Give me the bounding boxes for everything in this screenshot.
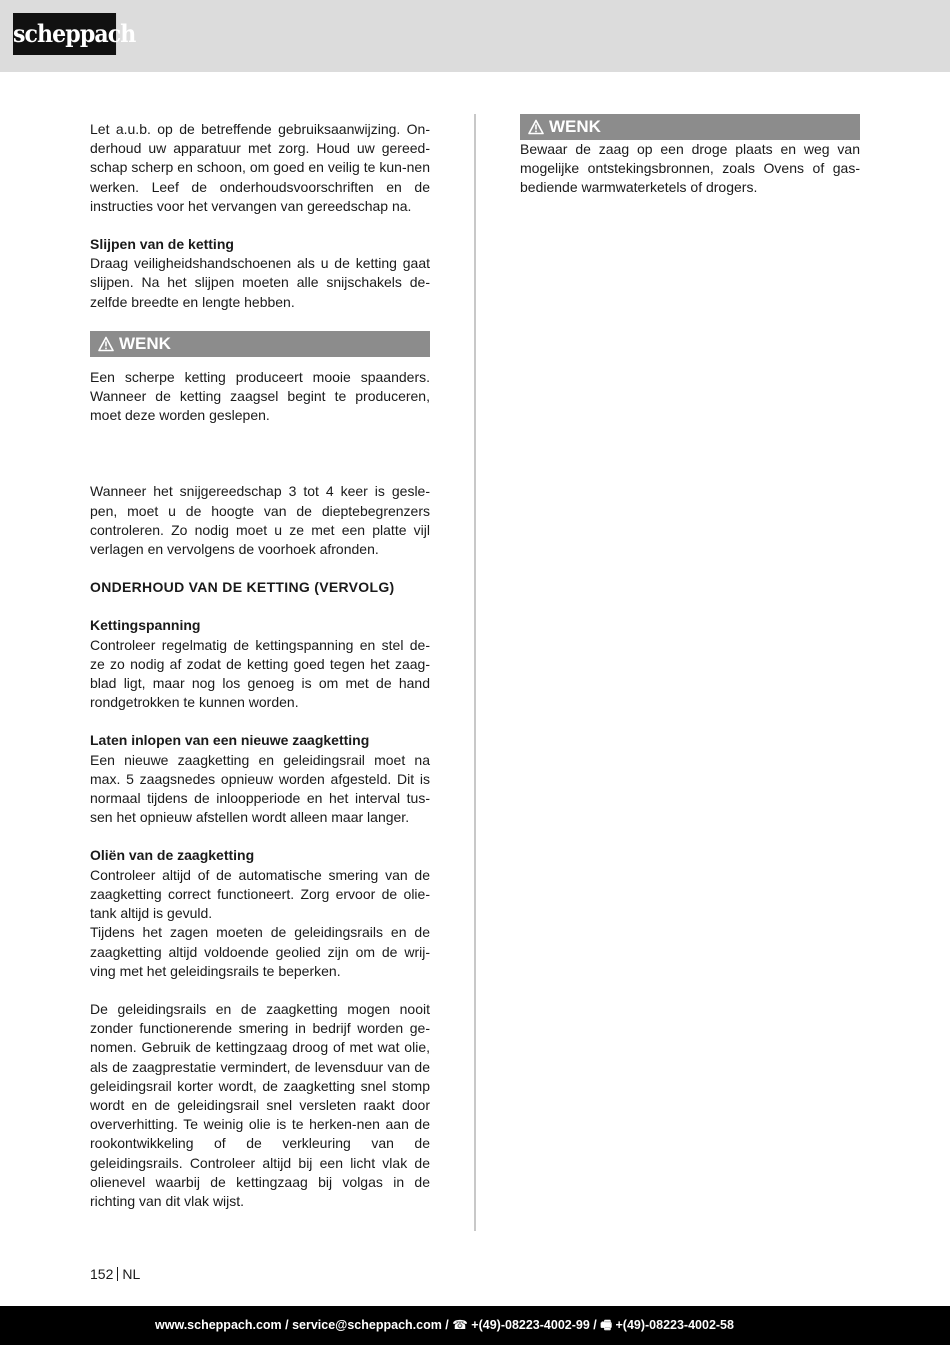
footer-contact: www.scheppach.com / service@scheppach.com / ☎ +(49)-08223-4002-99 / 🖷 +(49)-08223-4002-58 xyxy=(155,1318,734,1332)
slijpen-section xyxy=(90,235,430,312)
warning-icon xyxy=(528,119,544,135)
page-footer xyxy=(0,1306,950,1345)
page-language: NL xyxy=(122,1266,141,1282)
page-header xyxy=(0,0,950,72)
section-title: ONDERHOUD VAN DE KETTING (VERVOLG) xyxy=(90,579,395,596)
inlopen-heading: Laten inlopen van een nieuwe zaagketting xyxy=(90,732,370,749)
wenk-label-2: WENK xyxy=(549,117,601,136)
wenk-text-2: Bewaar de zaag op een droge plaats en weg van mogelijke ontstekingsbronnen, zoals Ovens of gas-bediende warmwaterketels of drogers. xyxy=(520,141,860,196)
olien-heading: Oliën van de zaagketting xyxy=(90,847,255,864)
snijgereedschap-paragraph: Wanneer het snijgereedschap 3 tot 4 keer is gesle-pen, moet u de hoogte van de dieptebegrenzers controleren. Zo nodig moet u ze met een platte vijl verlagen en vervolgens de voorhoek afronden. xyxy=(90,483,430,558)
olien-text-1: Controleer altijd of de automatische smering van de zaagketting correct functioneert. Zorg ervoor de olie-tank altijd is gevuld. xyxy=(90,866,430,922)
inlopen-text: Een nieuwe zaagketting en geleidingsrail moet na max. 5 zaagsnedes opnieuw worden afgesteld. Dit is normaal tijdens de inloopperiode en het interval tus-sen het opnieuw afstellen wordt alleen maar langer. xyxy=(90,751,430,826)
intro-paragraph: Let a.u.b. op de betreffende gebruiksaanwijzing. On-derhoud uw apparatuur met zorg. Houd uw gereed-schap scherp en schoon, om goed en veilig te kun-nen werken. Leef de onderhoudsvoorschriften en de instructies voor het vervangen van gereedschap na. xyxy=(90,121,430,214)
olien-section xyxy=(90,846,430,980)
olien-text-2: Tijdens het zagen moeten de geleidingsrails en de zaagketting altijd voldoende geolied zijn om de wrij-ving met het geleidingsrails te beperken. xyxy=(90,924,430,979)
wenk-text-1: Een scherpe ketting produceert mooie spaanders. Wanneer de ketting zaagsel begint te produceren, moet deze worden geslepen. xyxy=(90,368,430,424)
wenk-banner-1 xyxy=(90,331,430,357)
left-column xyxy=(90,120,430,1211)
page-number-value: 152 xyxy=(90,1266,114,1282)
slijpen-heading: Slijpen van de ketting xyxy=(90,236,234,253)
kettingspanning-text: Controleer regelmatig de kettingspanning en stel de-ze zo nodig af zodat de ketting goed tegen het zaag-blad ligt, maar nog los genoeg is om met de hand rondgetrokken te kunnen worden. xyxy=(90,636,430,711)
column-divider xyxy=(474,114,476,1231)
warning-icon xyxy=(98,336,114,352)
kettingspanning-section xyxy=(90,616,430,712)
olien-text-3: De geleidingsrails en de zaagketting mogen nooit zonder functionerende smering in bedrijf worden ge-nomen. Gebruik de kettingzaag droog of met wat olie, als de zaagprestatie vermindert, de levensduur van de geleidingsrail korter wordt, de zaagketting snel stomp wordt en de geleidingsrail snel versleten raakt door oververhitting. Te weinig olie is te herken-nen aan de rookontwikkeling of de verkleuring van de geleidingsrails. Controleer altijd bij een licht vlak de olienevel waarbij de kettingzaag bij volgas in de richting van dit vlak wijst. xyxy=(90,1000,430,1209)
inlopen-section xyxy=(90,731,430,827)
slijpen-text: Draag veiligheidshandschoenen als u de ketting gaat slijpen. Na het slijpen moeten alle snijschakels de-zelfde breedte en lengte hebben. xyxy=(90,255,430,310)
kettingspanning-heading: Kettingspanning xyxy=(90,617,201,634)
separator xyxy=(117,1267,118,1281)
wenk-banner-2 xyxy=(520,114,860,140)
scheppach-logo: scheppach xyxy=(13,13,116,55)
right-column xyxy=(520,114,860,198)
wenk-label-1: WENK xyxy=(119,333,171,353)
page-number xyxy=(90,1265,140,1284)
